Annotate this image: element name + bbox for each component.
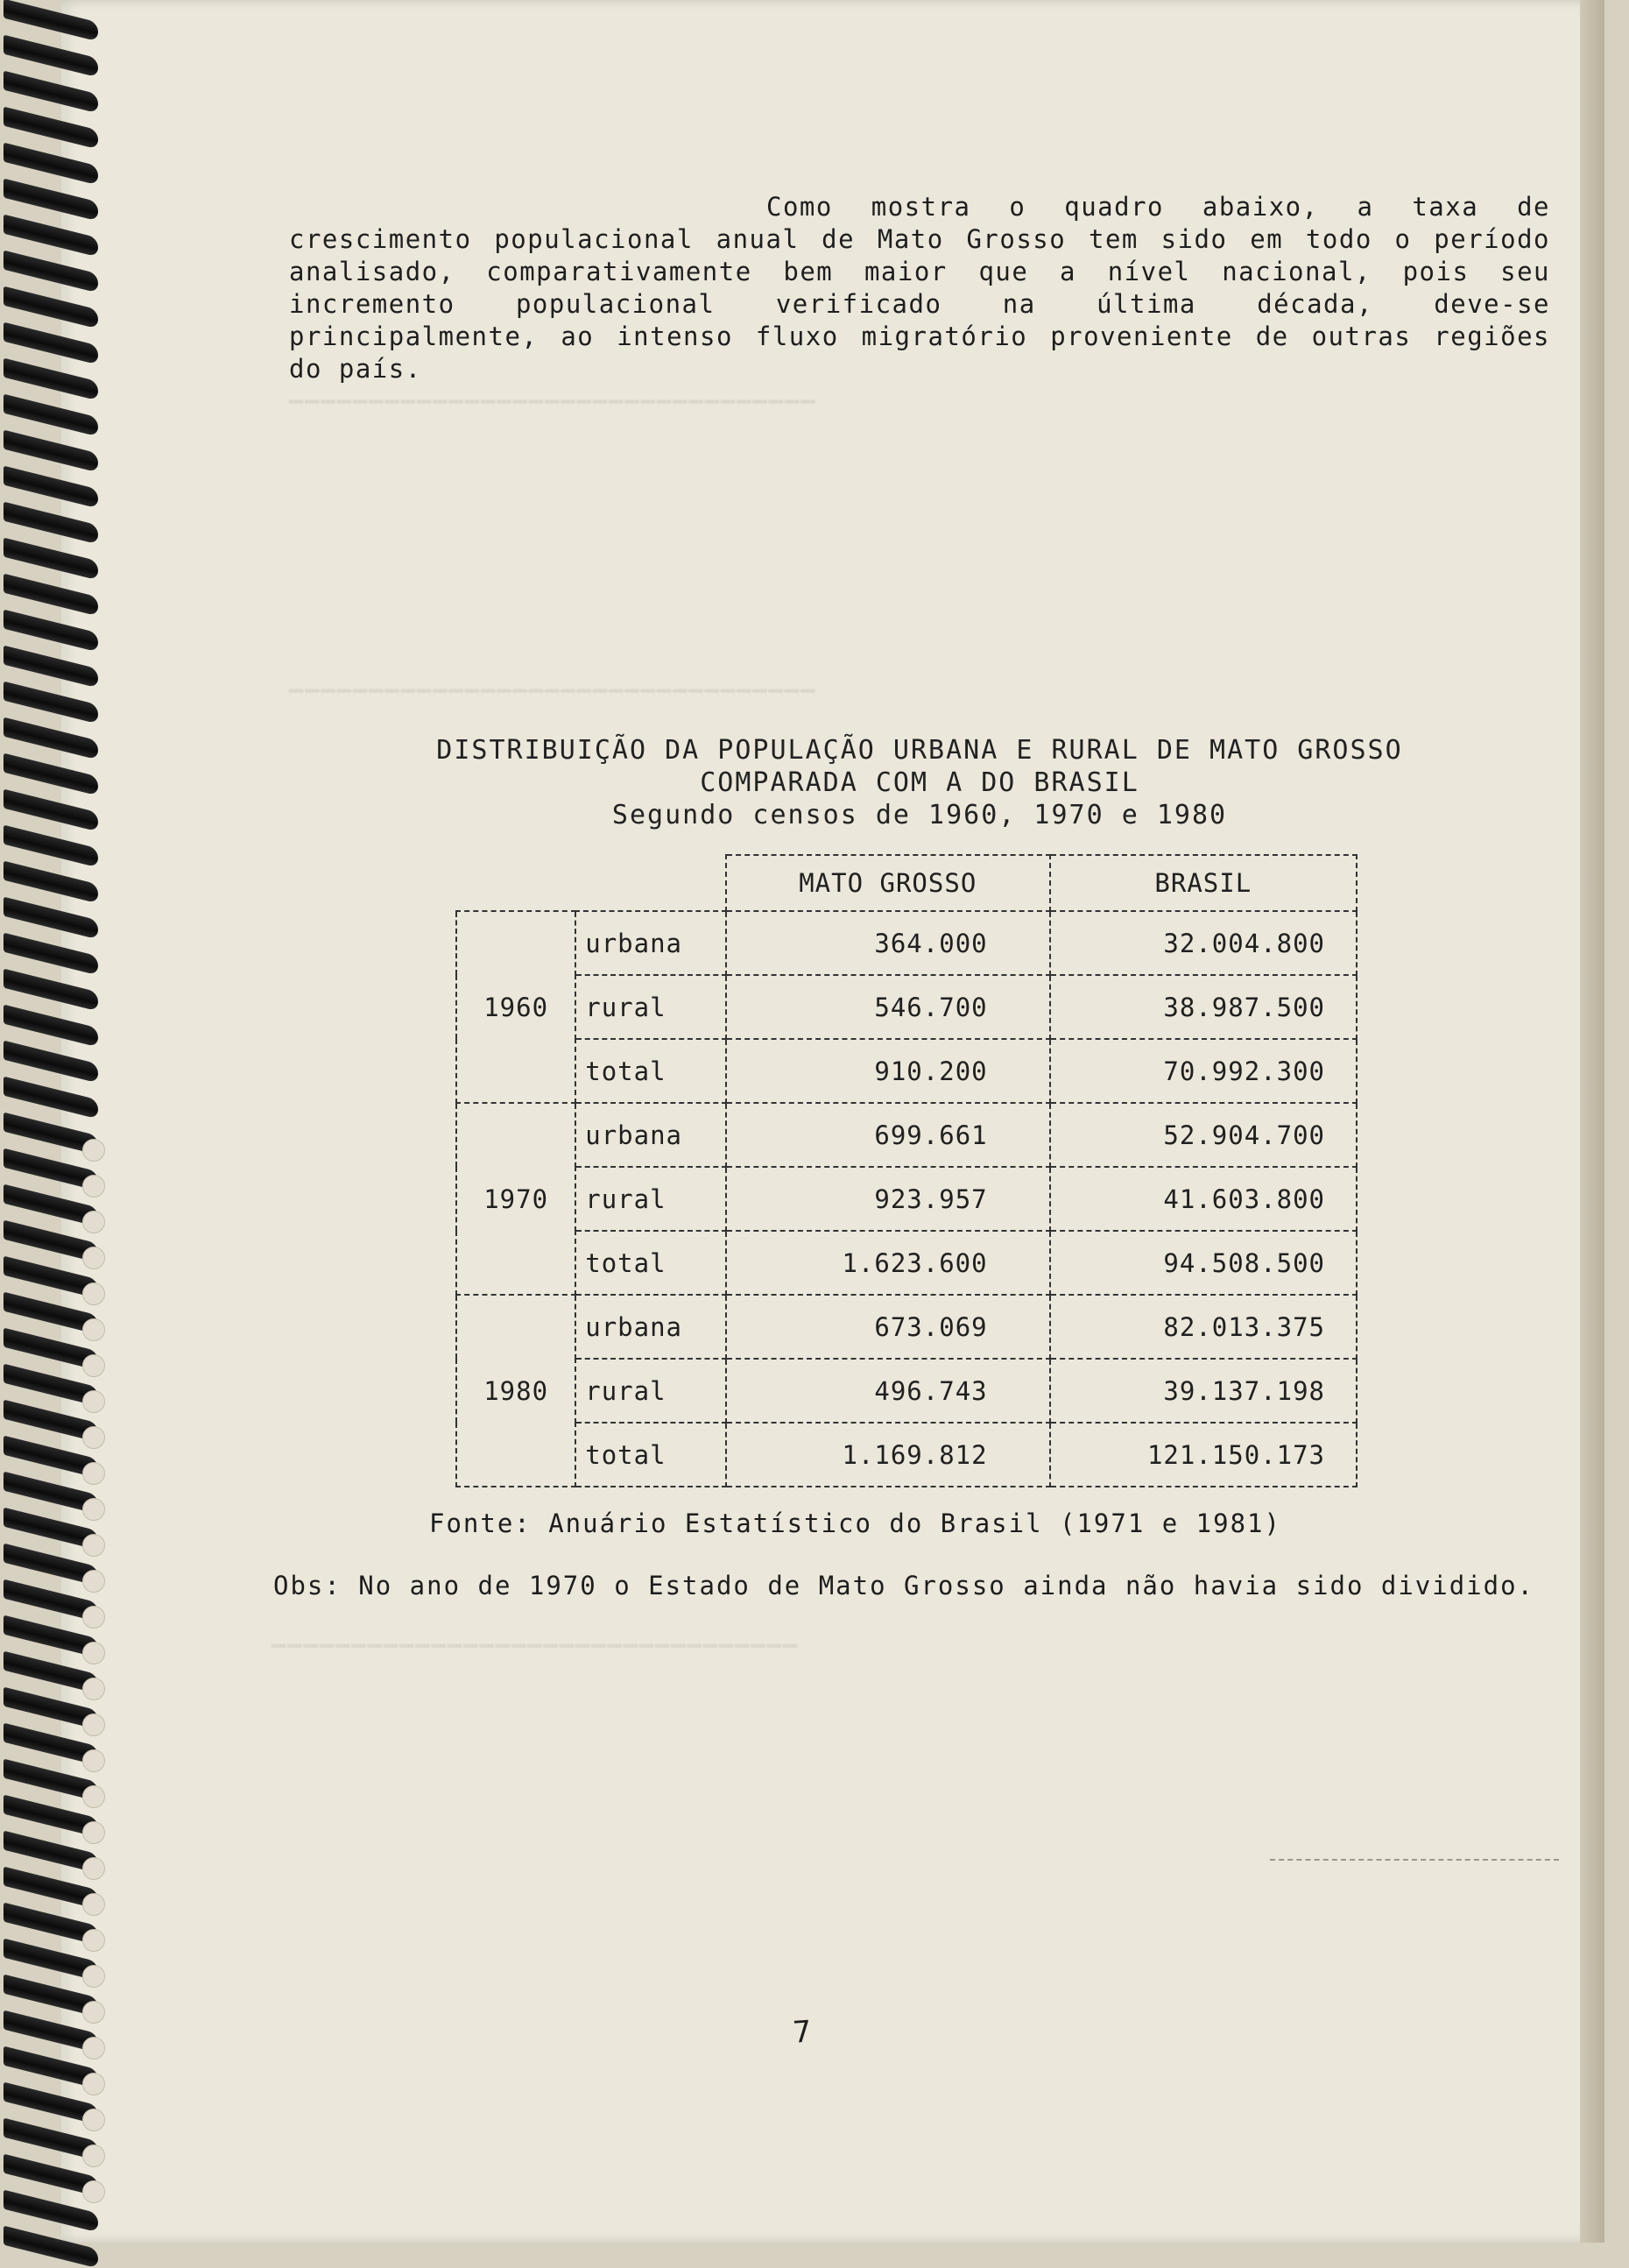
binding-hole — [82, 1785, 105, 1808]
binding-hole — [82, 2144, 105, 2167]
binding-hole — [82, 1821, 105, 1844]
census-year: 1970 — [456, 1103, 575, 1295]
table-row — [456, 1359, 1357, 1423]
mato-grosso-value: 1.169.812 — [726, 1423, 1050, 1487]
binding-hole — [82, 1678, 105, 1700]
table-title-line-2: COMPARADA COM A DO BRASIL — [700, 767, 1139, 798]
table-header-row — [456, 855, 1357, 911]
mato-grosso-value: 1.623.600 — [726, 1231, 1050, 1295]
binding-coil — [4, 969, 98, 1012]
binding-hole — [82, 1713, 105, 1736]
header-brasil: BRASIL — [1050, 855, 1357, 911]
binding-coil — [4, 358, 98, 401]
binding-coil — [4, 286, 98, 329]
binding-hole — [82, 1965, 105, 1988]
binding-coil — [4, 789, 98, 832]
binding-hole — [82, 2073, 105, 2095]
binding-coil — [4, 682, 98, 724]
binding-coil — [4, 179, 98, 222]
page-edge — [1580, 0, 1604, 2243]
table-row — [456, 1039, 1357, 1103]
binding-coil — [4, 143, 98, 186]
binding-coil — [4, 394, 98, 437]
binding-coil — [4, 610, 98, 653]
population-type: urbana — [575, 911, 726, 975]
observation-note: Obs: No ano de 1970 o Estado de Mato Grosso ainda não havia sido dividido. — [273, 1571, 1535, 1600]
binding-hole — [82, 1534, 105, 1557]
binding-coil — [4, 0, 98, 41]
binding-coil — [4, 430, 98, 473]
binding-coil — [4, 2226, 98, 2268]
table-row — [456, 975, 1357, 1039]
table-corner — [456, 855, 726, 911]
table-title-line-1: DISTRIBUIÇÃO DA POPULAÇÃO URBANA E RURAL DE MATO GROSSO — [436, 735, 1403, 766]
binding-hole — [82, 2180, 105, 2203]
mato-grosso-value: 910.200 — [726, 1039, 1050, 1103]
mato-grosso-value: 496.743 — [726, 1359, 1050, 1423]
binding-coil — [4, 71, 98, 114]
brasil-value: 52.904.700 — [1050, 1103, 1357, 1167]
brasil-value: 32.004.800 — [1050, 911, 1357, 975]
header-mato-grosso: MATO GROSSO — [726, 855, 1050, 911]
population-type: rural — [575, 1359, 726, 1423]
binding-coil — [4, 1041, 98, 1084]
binding-coil — [4, 215, 98, 258]
binding-hole — [82, 1318, 105, 1341]
divider — [1270, 1859, 1559, 1861]
binding-hole — [82, 1390, 105, 1413]
binding-hole — [82, 1426, 105, 1449]
census-year: 1980 — [456, 1295, 575, 1487]
table-row — [456, 1231, 1357, 1295]
page-number: 7 — [791, 2014, 814, 2051]
paragraph-text: crescimento populacional anual de Mato Grosso tem sido em todo o período analisado, comparativamente bem maior que a nível nacional, pois seu incremento populacional verificado na última década, deve-se principalmente, ao intenso fluxo migratório proveniente de outras regiões do país. — [289, 224, 1550, 384]
binding-coil — [4, 466, 98, 509]
binding-coil — [4, 107, 98, 150]
population-type: urbana — [575, 1103, 726, 1167]
table-row — [456, 1295, 1357, 1359]
mato-grosso-value: 364.000 — [726, 911, 1050, 975]
binding-coil — [4, 825, 98, 868]
table-row — [456, 1167, 1357, 1231]
binding-hole — [82, 2037, 105, 2060]
table-row — [456, 911, 1357, 975]
brasil-value: 121.150.173 — [1050, 1423, 1357, 1487]
binding-coil — [4, 574, 98, 617]
table-row — [456, 1423, 1357, 1487]
population-type: rural — [575, 1167, 726, 1231]
binding-hole — [82, 1606, 105, 1629]
binding-coil — [4, 538, 98, 581]
census-year: 1960 — [456, 911, 575, 1103]
binding-hole — [82, 1282, 105, 1305]
binding-coil — [4, 1077, 98, 1120]
brasil-value: 39.137.198 — [1050, 1359, 1357, 1423]
show-through-text: ▁▁▁▁▁▁▁▁▁▁▁▁▁▁▁▁▁▁▁▁▁▁▁▁▁▁▁▁▁▁▁▁▁ — [272, 1621, 800, 1648]
brasil-value: 41.603.800 — [1050, 1167, 1357, 1231]
binding-coil — [4, 35, 98, 78]
table-row — [456, 1103, 1357, 1167]
binding-coil — [4, 717, 98, 760]
binding-coil — [4, 753, 98, 796]
mato-grosso-value: 923.957 — [726, 1167, 1050, 1231]
body-paragraph — [289, 191, 1550, 385]
show-through-text: ▁▁▁▁▁▁▁▁▁▁▁▁▁▁▁▁▁▁▁▁▁▁▁▁▁▁▁▁▁▁▁▁▁ — [289, 377, 817, 404]
binding-hole — [82, 1749, 105, 1772]
mato-grosso-value: 699.661 — [726, 1103, 1050, 1167]
show-through-text: ▁▁▁▁▁▁▁▁▁▁▁▁▁▁▁▁▁▁▁▁▁▁▁▁▁▁▁▁▁▁▁▁▁ — [289, 666, 817, 693]
binding-coil — [4, 861, 98, 904]
binding-coil — [4, 933, 98, 976]
population-type: total — [575, 1039, 726, 1103]
brasil-value: 94.508.500 — [1050, 1231, 1357, 1295]
mato-grosso-value: 673.069 — [726, 1295, 1050, 1359]
binding-hole — [82, 1857, 105, 1880]
population-type: total — [575, 1423, 726, 1487]
binding-coil — [4, 502, 98, 545]
binding-coil — [4, 322, 98, 365]
table-title-line-3: Segundo censos de 1960, 1970 e 1980 — [611, 800, 1228, 830]
binding-hole — [82, 1929, 105, 1952]
binding-hole — [82, 1462, 105, 1485]
binding-hole — [82, 1175, 105, 1198]
population-type: urbana — [575, 1295, 726, 1359]
binding-hole — [82, 1247, 105, 1269]
binding-hole — [82, 1354, 105, 1377]
brasil-value: 82.013.375 — [1050, 1295, 1357, 1359]
binding-hole — [82, 1498, 105, 1521]
binding-hole — [82, 1893, 105, 1916]
source-note: Fonte: Anuário Estatístico do Brasil (1971 e 1981) — [429, 1508, 1281, 1538]
brasil-value: 38.987.500 — [1050, 975, 1357, 1039]
binding-hole — [82, 2109, 105, 2131]
binding-hole — [82, 1570, 105, 1593]
binding-hole — [82, 2001, 105, 2024]
population-table — [455, 854, 1358, 1487]
spiral-binding — [0, 0, 103, 2243]
binding-coil — [4, 897, 98, 940]
table-title — [377, 734, 1463, 831]
binding-coil — [4, 1005, 98, 1048]
binding-hole — [82, 1211, 105, 1233]
binding-coil — [4, 251, 98, 293]
binding-coil — [4, 646, 98, 689]
population-type: rural — [575, 975, 726, 1039]
binding-hole — [82, 1139, 105, 1162]
binding-hole — [82, 1642, 105, 1664]
mato-grosso-value: 546.700 — [726, 975, 1050, 1039]
paragraph-first-line: Como mostra o quadro abaixo, a taxa de — [766, 192, 1550, 222]
population-type: total — [575, 1231, 726, 1295]
brasil-value: 70.992.300 — [1050, 1039, 1357, 1103]
